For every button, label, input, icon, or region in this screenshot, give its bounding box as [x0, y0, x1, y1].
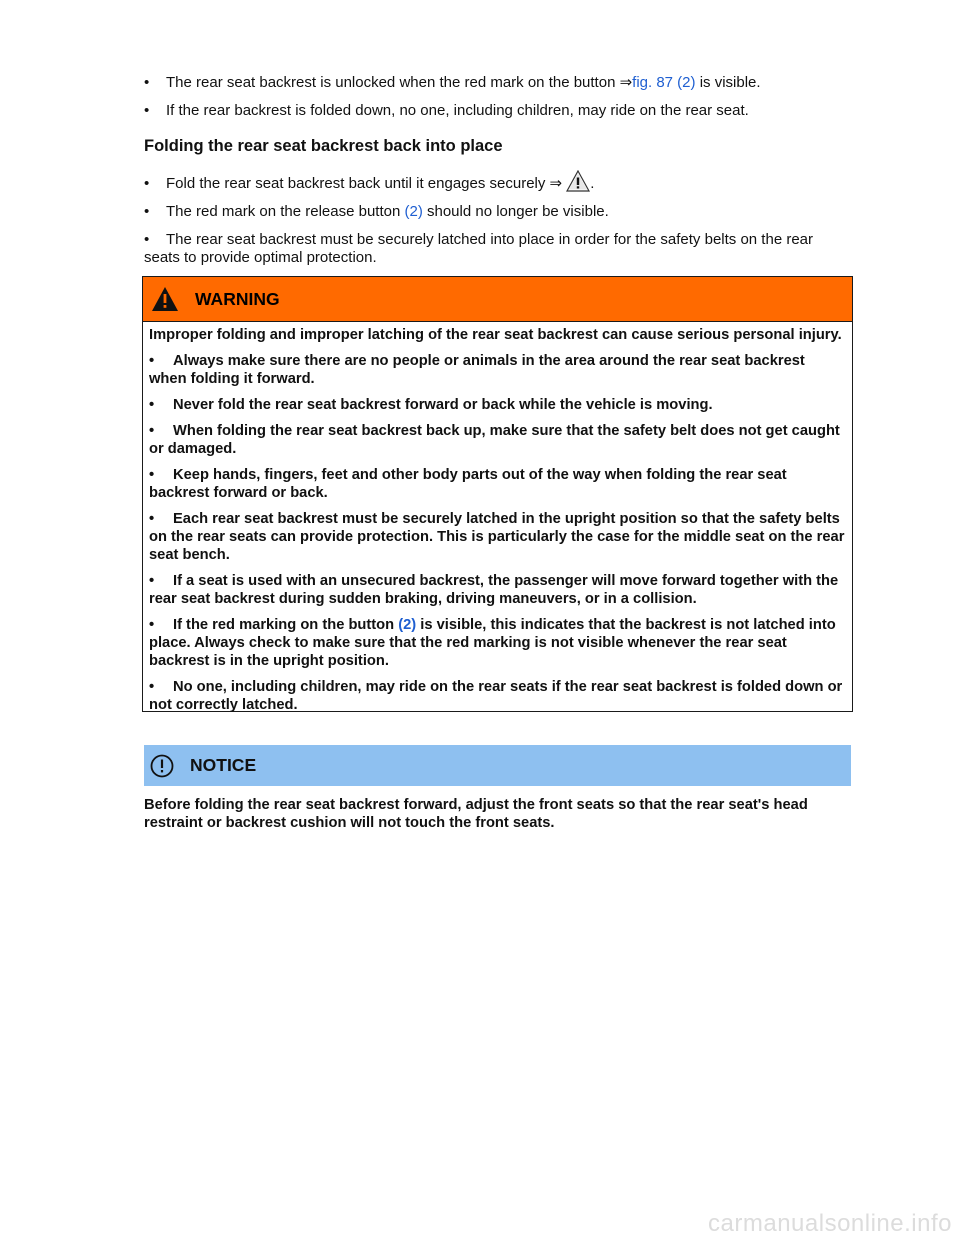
warning-intro: Improper folding and improper latching of the rear seat backrest can cause serious personal injury.: [149, 327, 842, 343]
list-item-text: Fold the rear seat backrest back until it engages securely ⇒: [166, 175, 567, 192]
watermark: carmanualsonline.info: [708, 1210, 952, 1237]
warning-triangle-icon[interactable]: [566, 170, 590, 192]
warning-item: [149, 422, 846, 458]
warning-item-text: No one, including children, may ride on the rear seats if the rear seat backrest is folded down or not correctly latched.: [149, 679, 843, 713]
notice-header: [144, 745, 851, 786]
warning-title: WARNING: [195, 288, 280, 309]
warning-triangle-icon: [151, 286, 179, 312]
section-list: [144, 170, 852, 267]
figure-link[interactable]: (2): [404, 203, 423, 220]
list-item-text: .: [590, 175, 595, 192]
warning-item-text: Always make sure there are no people or animals in the area around the rear seat backrest when folding it forward.: [149, 353, 805, 387]
warning-item: [149, 466, 846, 502]
list-item-text: The rear seat backrest must be securely latched into place in order for the safety belts on the rear seats to provide optimal protection.: [144, 231, 813, 266]
warning-item: [149, 678, 846, 714]
warning-item-text: If the red marking on the button: [173, 617, 399, 633]
list-item: [144, 74, 852, 92]
bullet-dot: •: [144, 175, 150, 192]
figure-link[interactable]: fig. 87 (2): [632, 74, 696, 91]
exclamation-circle-icon: [150, 754, 174, 778]
warning-body: [143, 322, 852, 714]
warning-item-text: If a seat is used with an unsecured backrest, the passenger will move forward together with the rear seat backrest during sudden braking, driving maneuvers, or in a collision.: [149, 573, 839, 607]
page-content: [144, 74, 852, 277]
warning-box: [142, 276, 853, 712]
figure-link[interactable]: (2): [398, 617, 417, 633]
warning-item-text: is visible, this indicates that the backrest is not latched into place. Always check to make sure that the red marking is not visible whenever the rear seat backrest is in the upright position.: [149, 617, 836, 669]
warning-item-text: Keep hands, fingers, feet and other body parts out of the way when folding the rear seat backrest forward or back.: [149, 467, 787, 501]
bullet-dot: •: [144, 102, 150, 119]
warning-item-text: When folding the rear seat backrest back up, make sure that the safety belt does not get caught or damaged.: [149, 423, 840, 457]
warning-item-text: Each rear seat backrest must be securely latched in the upright position so that the safety belts on the rear seats can provide protection. This is particularly the case for the middle seat on the rear seat bench.: [149, 511, 845, 563]
intro-list: [144, 74, 852, 120]
warning-item: [149, 616, 846, 670]
bullet-dot: •: [144, 74, 150, 91]
warning-item: [149, 352, 846, 388]
list-item-text: The red mark on the release button: [166, 203, 405, 220]
notice-body: Before folding the rear seat backrest forward, adjust the front seats so that the rear seat's head restraint or backrest cushion will not touch the front seats.: [144, 797, 808, 831]
bullet-dot: •: [149, 573, 155, 589]
bullet-dot: •: [149, 617, 155, 633]
section-heading: Folding the rear seat backrest back into place: [144, 137, 503, 155]
list-item-text: is visible.: [695, 74, 761, 91]
bullet-dot: •: [149, 397, 155, 413]
bullet-dot: •: [149, 467, 155, 483]
bullet-dot: •: [149, 511, 155, 527]
warning-item: [149, 396, 846, 414]
warning-item-text: Never fold the rear seat backrest forward or back while the vehicle is moving.: [173, 397, 713, 413]
list-item: [144, 231, 852, 267]
list-item-text: should no longer be visible.: [422, 203, 609, 220]
bullet-dot: •: [149, 353, 155, 369]
notice-title: NOTICE: [190, 755, 257, 775]
bullet-dot: •: [149, 423, 155, 439]
list-item: [144, 102, 852, 120]
warning-item: [149, 572, 846, 608]
list-item-text: If the rear backrest is folded down, no one, including children, may ride on the rear seat.: [166, 102, 749, 119]
list-item: [144, 170, 852, 193]
bullet-dot: •: [144, 203, 150, 220]
list-item: [144, 203, 852, 221]
warning-header: [143, 277, 852, 322]
list-item-text: The rear seat backrest is unlocked when the red mark on the button ⇒: [166, 74, 633, 91]
warning-item: [149, 510, 846, 564]
bullet-dot: •: [149, 679, 155, 695]
bullet-dot: •: [144, 231, 150, 248]
